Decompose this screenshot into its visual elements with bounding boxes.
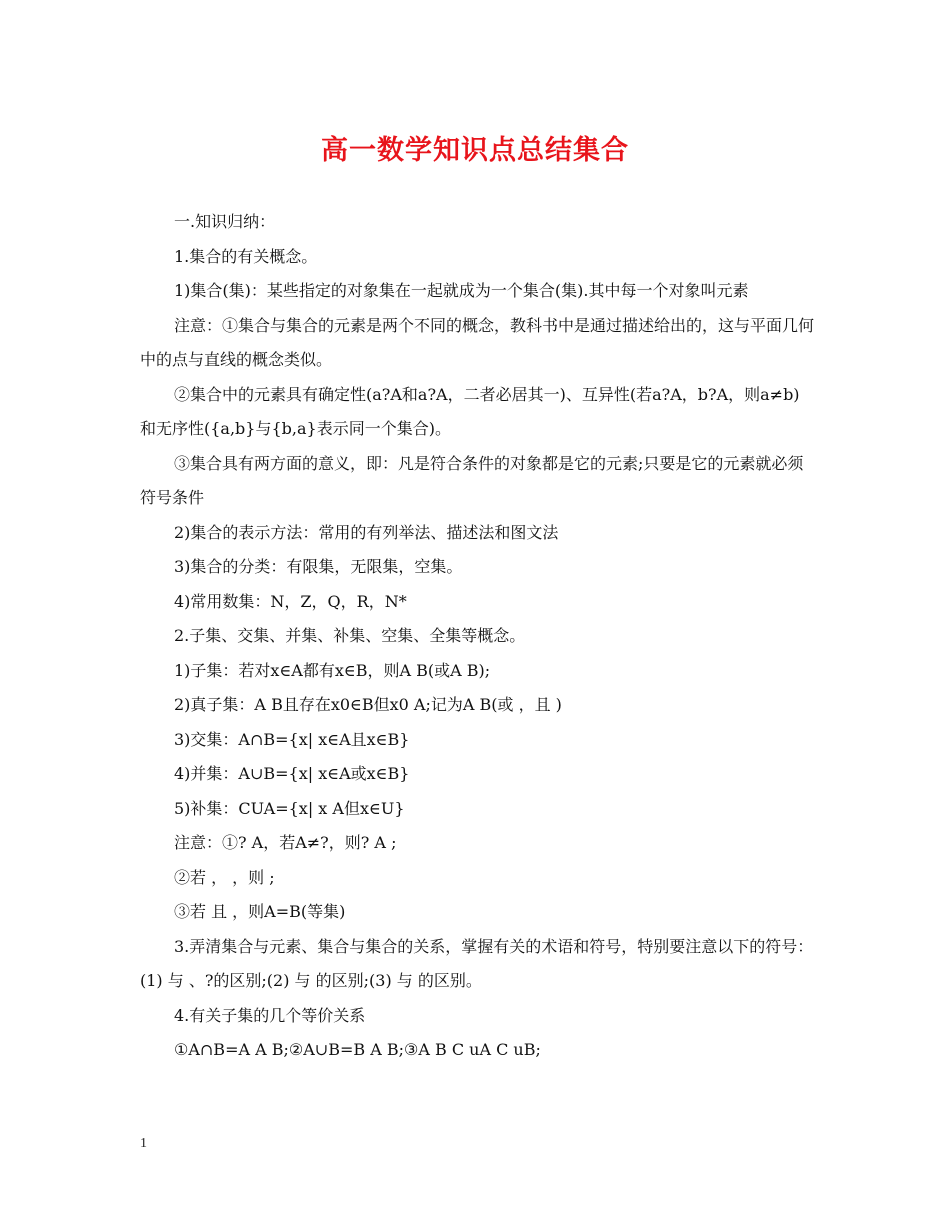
paragraph: 1)集合(集)：某些指定的对象集在一起就成为一个集合(集).其中每一个对象叫元素 xyxy=(174,281,749,300)
paragraph: 3)集合的分类：有限集，无限集，空集。 xyxy=(174,557,463,576)
paragraph: 2)真子集：A B且存在x0∈B但x0 A;记为A B(或 ，且 ) xyxy=(174,695,562,714)
paragraph: 1)子集：若对x∈A都有x∈B，则A B(或A B); xyxy=(174,660,491,680)
paragraph: 注意：①集合与集合的元素是两个不同的概念，教科书中是通过描述给出的，这与平面几何中的点与直线的概念类似。 xyxy=(140,315,815,369)
paragraph: 3)交集：A∩B={x| x∈A且x∈B} xyxy=(174,729,410,749)
paragraph: ③若 且 ，则A=B(等集) xyxy=(174,902,346,921)
paragraph: 注意：①? A，若A≠?，则? A ; xyxy=(174,833,397,852)
paragraph: 2.子集、交集、并集、补集、空集、全集等概念。 xyxy=(174,626,526,645)
page-title: 高一数学知识点总结集合 xyxy=(321,135,629,166)
paragraph: 2)集合的表示方法：常用的有列举法、描述法和图文法 xyxy=(174,522,559,542)
paragraph: ②集合中的元素具有确定性(a?A和a?A，二者必居其一)、互异性(若a?A，b?A，则a≠b)和无序性({a,b}与{b,a}表示同一个集合)。 xyxy=(140,384,800,438)
paragraph: ①A∩B=A A B;②A∪B=B A B;③A B C uA C uB; xyxy=(174,1040,541,1059)
paragraph: 5)补集：CUA={x| x A但x∈U} xyxy=(174,798,405,818)
paragraph: 4)并集：A∪B={x| x∈A或x∈B} xyxy=(174,764,410,783)
paragraph: 4)常用数集：N，Z，Q，R，N* xyxy=(174,591,407,611)
document-body xyxy=(140,205,815,1068)
paragraph: 1.集合的有关概念。 xyxy=(174,246,318,266)
paragraph: ③集合具有两方面的意义，即：凡是符合条件的对象都是它的元素;只要是它的元素就必须符号条件 xyxy=(140,453,804,507)
paragraph: 一.知识归纳： xyxy=(174,212,276,231)
page-number: 1 xyxy=(140,1136,147,1151)
paragraph: 3.弄清集合与元素、集合与集合的关系，掌握有关的术语和符号，特别要注意以下的符号：(1) 与 、?的区别;(2) 与 的区别;(3) 与 的区别。 xyxy=(140,936,814,990)
paragraph: 4.有关子集的几个等价关系 xyxy=(174,1005,366,1025)
paragraph: ②若 ， ，则 ; xyxy=(174,867,275,887)
